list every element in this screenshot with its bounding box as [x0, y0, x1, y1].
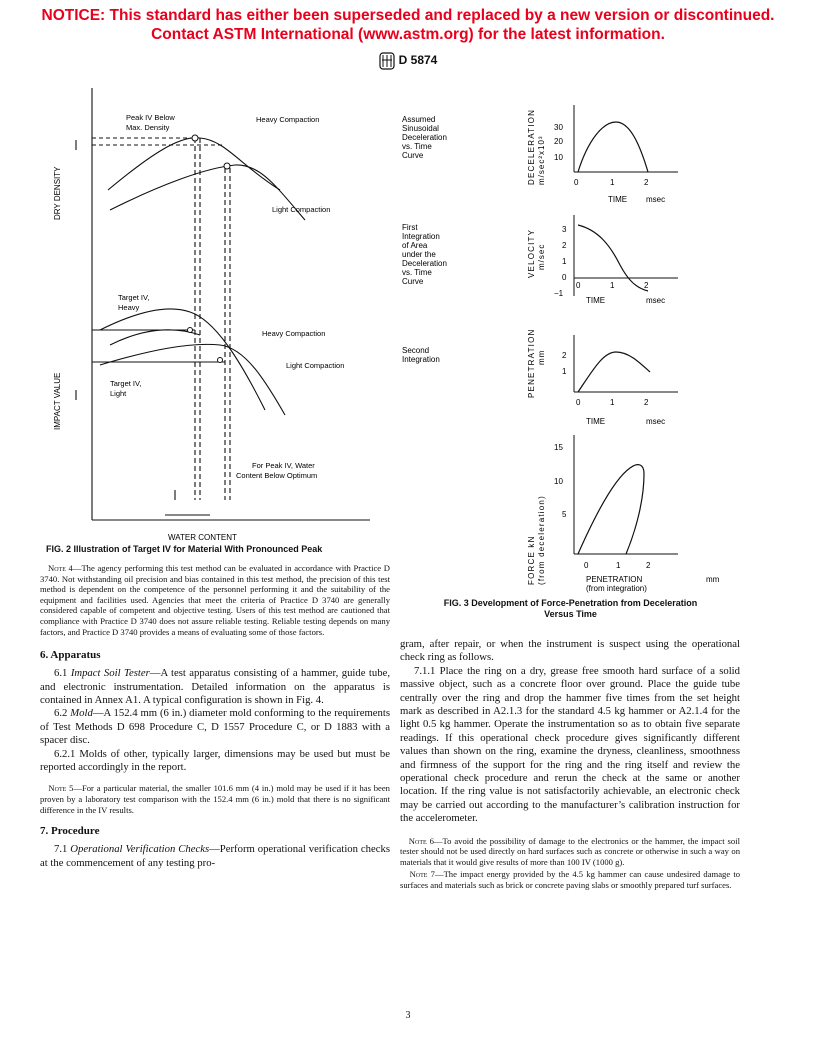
section-6-heading: 6. Apparatus — [40, 649, 101, 662]
impact-value-label: IMPACT VALUE — [53, 372, 62, 430]
panel4-xtick-0: 0 — [584, 561, 589, 570]
para-6-1 — [40, 667, 390, 707]
panel4-ytick-15: 15 — [554, 443, 563, 452]
panel3-ytick-2: 2 — [562, 351, 567, 360]
for-peak-label: For Peak IV, Water — [252, 461, 315, 470]
para-6-1-text: —A test apparatus consisting of a hammer, guide tube, and electronic instrumentation. Detailed information on the apparatus is contained in Annex A1. A typical configuration is shown in Fig. 4. — [40, 667, 390, 706]
note-6-text: —To avoid the possibility of damage to the electronics or the hammer, the impact soil tester should not be used directly on hard surfaces such as concrete or otherwise in such a way on materials that it would give results of more than 100 IV (1000 g). — [400, 835, 740, 867]
heavy-compaction-bottom-label: Heavy Compaction — [262, 329, 326, 338]
panel1-desc-0: Assumed — [402, 115, 436, 124]
figure-3-drawing — [398, 80, 743, 600]
panel3-desc-0: Second — [402, 346, 430, 355]
panel2-ylabel-unit: m/sec — [537, 243, 546, 270]
panel2-xtick-2: 2 — [644, 281, 649, 290]
note-4-label: Note 4 — [48, 563, 73, 573]
notice-line-1: NOTICE: This standard has either been superseded and replaced by a new version or discontinued. — [41, 7, 775, 24]
panel2-desc-2: of Area — [402, 241, 428, 250]
panel1-xunit: msec — [646, 195, 666, 204]
section-6-body — [40, 667, 390, 774]
panel1-ytick-30: 30 — [554, 123, 563, 132]
panel3-ytick-1: 1 — [562, 367, 567, 376]
panel4-xtick-1: 1 — [616, 561, 621, 570]
page-number: 3 — [405, 1010, 411, 1021]
para-6-2-label: 6.2 — [54, 707, 71, 720]
para-6-2 — [40, 707, 390, 747]
panel1-desc-3: vs. Time — [402, 142, 432, 151]
notice-line-2: Contact ASTM International (www.astm.org) for the latest information. — [151, 26, 665, 43]
page-header — [0, 52, 816, 70]
figure-2-caption: FIG. 2 Illustration of Target IV for Material With Pronounced Peak — [46, 544, 323, 554]
panel4-ytick-10: 10 — [554, 477, 563, 486]
column-left — [40, 563, 390, 870]
panel1-ytick-20: 20 — [554, 137, 563, 146]
panel2-ytick-2: 2 — [562, 241, 567, 250]
para-6-2-text: —A 152.4 mm (6 in.) diameter mold conforming to the requirements of Test Methods D 698 Procedure C, D 1557 Procedure C, or D 1883 with a spacer disc. — [40, 707, 390, 747]
note-6-label: Note 6 — [408, 835, 434, 846]
astm-logo-icon — [379, 52, 395, 70]
target-iv-heavy-label-2: Heavy — [118, 303, 140, 312]
panel3-xtick-2: 2 — [644, 398, 649, 407]
panel3-xlabel: TIME — [586, 417, 606, 426]
dry-density-label: DRY DENSITY — [53, 166, 62, 220]
panel1-desc-2: Deceleration — [402, 133, 447, 142]
designation: D 5874 — [398, 53, 438, 68]
panel2-desc-6: Curve — [402, 277, 424, 286]
panel4-xunit: mm — [706, 575, 720, 584]
panel4-xlabel2: (from integration) — [586, 584, 647, 593]
para-6-2-term: Mold — [70, 707, 93, 720]
heavy-compaction-top-label: Heavy Compaction — [256, 115, 320, 124]
para-6-1-term: Impact Soil Tester — [70, 667, 150, 680]
note-4 — [40, 563, 390, 637]
panel3-xunit: msec — [646, 417, 666, 426]
figure-3 — [398, 80, 743, 620]
panel1-ylabel: DECELERATION — [527, 108, 536, 185]
section-7-body — [40, 843, 390, 870]
max-density-label: Max. Density — [126, 123, 170, 132]
panel4-xtick-2: 2 — [646, 561, 651, 570]
panel2-xlabel: TIME — [586, 296, 606, 305]
panel1-desc-1: Sinusoidal — [402, 124, 439, 133]
para-7-1 — [40, 843, 390, 870]
panel4-ytick-5: 5 — [562, 510, 567, 519]
para-7-1-text: —Perform operational verification checks at the commencement of any testing pro- — [40, 843, 390, 869]
note-5-label: Note 5 — [48, 783, 74, 794]
panel4-xlabel: PENETRATION — [586, 575, 643, 584]
panel4-ylabel-sub: (from deceleration) — [537, 495, 546, 585]
note-7 — [400, 869, 740, 890]
panel1-xtick-2: 2 — [644, 178, 649, 187]
para-6-2-1: 6.2.1 Molds of other, typically larger, dimensions may be used but must be reported accordingly in the report. — [40, 747, 390, 773]
panel2-ytick-3: 3 — [562, 225, 567, 234]
panel3-ylabel-unit: mm — [537, 349, 546, 365]
panel-velocity — [402, 215, 678, 305]
panel1-xtick-1: 1 — [610, 178, 615, 187]
para-7-1-continued: gram, after repair, or when the instrument is suspect using the operational check ring as follows. — [400, 638, 740, 664]
light-compaction-bottom-label: Light Compaction — [286, 361, 345, 370]
panel4-ylabel: FORCE kN — [527, 535, 536, 585]
panel1-ytick-10: 10 — [554, 153, 563, 162]
figure-3-caption-line-2: Versus Time — [544, 609, 597, 619]
panel2-desc-1: Integration — [402, 232, 440, 241]
figure-3-caption-line-1: FIG. 3 Development of Force-Penetration from Deceleration — [443, 598, 698, 608]
panel2-ytick-1: 1 — [562, 257, 567, 266]
para-6-1-label: 6.1 — [54, 667, 71, 680]
note-4-text: —The agency performing this test method can be evaluated in accordance with Practice D 3740. Not withstanding oil precision and bias contained in this test method, the precision of this test method is dependent on the competence of the personnel performing it and the suitability of the equipment and facilities used. Agencies that meet the criteria of Practice D 3740 are generally considered capable of competent and objective testing. Users of this test method are cautioned that compliance with Practice D 3740 does not assure reliable testing. Reliable testing depends on many factors, and Practice D 3740 provides a means of evaluating some of those factors. — [40, 563, 390, 637]
water-content-label: WATER CONTENT — [168, 533, 237, 542]
column-right — [400, 638, 740, 891]
section-7-heading: 7. Procedure — [40, 825, 100, 838]
panel2-ylabel: VELOCITY — [527, 228, 536, 278]
note-7-text: —The impact energy provided by the 4.5 kg hammer can cause undesired damage to surfaces and materials such as brick or concrete paving slabs or smoothly prepared turf surfaces. — [400, 869, 741, 891]
figure-3-caption — [398, 598, 743, 620]
panel2-xunit: msec — [646, 296, 666, 305]
panel2-desc-3: under the — [402, 250, 436, 259]
panel-penetration — [402, 328, 678, 426]
target-iv-light-label: Target IV, — [110, 379, 142, 388]
panel2-desc-4: Deceleration — [402, 259, 447, 268]
panel2-desc-0: First — [402, 223, 418, 232]
panel1-xlabel: TIME — [608, 195, 628, 204]
note-6 — [400, 836, 740, 868]
panel1-xtick-0: 0 — [574, 178, 579, 187]
panel1-ylabel-unit: m/sec²x10³ — [537, 135, 546, 185]
panel3-xtick-0: 0 — [576, 398, 581, 407]
section-7-continued — [400, 638, 740, 826]
panel-deceleration — [402, 105, 678, 204]
panel3-ylabel: PENETRATION — [527, 328, 536, 398]
panel2-desc-5: vs. Time — [402, 268, 432, 277]
figure-2 — [40, 80, 380, 560]
target-iv-light-label-2: Light — [110, 389, 127, 398]
figure-2-drawing — [40, 80, 380, 550]
panel-force-penetration — [527, 435, 720, 593]
panel1-desc-4: Curve — [402, 151, 424, 160]
panel2-ytick-0: 0 — [562, 273, 567, 282]
para-7-1-1: 7.1.1 Place the ring on a dry, grease free smooth hard surface of a solid massive object, such as a concrete floor over ground. Place the guide tube centrally over the ring and drop the hammer five times from the set height mark as described in A2.1.3 for the standard 4.5 kg hammer or A2.1.4 for the light 0.5 kg hammer. Operate the instrumentation so as to obtain five separate readings. If this operational check procedure gives significantly different values than shown on the ring, examine the dryness, cleanliness, smoothness and firmness of the support for the ring and the ring itself and review the operational check procedure and rerun the check at the same or another location. If the ring value is not satisfactorily achievable, an electronic check may be carried out according to the manufacturer’s calibration instruction for the accelerometer. — [400, 664, 740, 825]
panel2-ytick-neg1: −1 — [554, 289, 564, 298]
para-7-1-term: Operational Verification Checks — [70, 843, 210, 856]
para-7-1-label: 7.1 — [54, 843, 71, 856]
panel2-xtick-0: 0 — [576, 281, 581, 290]
notice-banner — [0, 6, 816, 44]
panel2-xtick-1: 1 — [610, 281, 615, 290]
note-5-text: —For a particular material, the smaller 101.6 mm (4 in.) mold may be used if it has been proven by a laboratory test comparison with the 152.4 mm (6 in.) mold that there is no significant difference in the IV results. — [40, 783, 390, 815]
panel3-desc-1: Integration — [402, 355, 440, 364]
target-iv-heavy-label: Target IV, — [118, 293, 150, 302]
light-compaction-top-label: Light Compaction — [272, 205, 331, 214]
panel3-xtick-1: 1 — [610, 398, 615, 407]
note-5 — [40, 783, 390, 815]
peak-iv-below-label: Peak IV Below — [126, 113, 175, 122]
for-peak-label-2: Content Below Optimum — [236, 471, 318, 480]
note-7-label: Note 7 — [409, 869, 435, 880]
